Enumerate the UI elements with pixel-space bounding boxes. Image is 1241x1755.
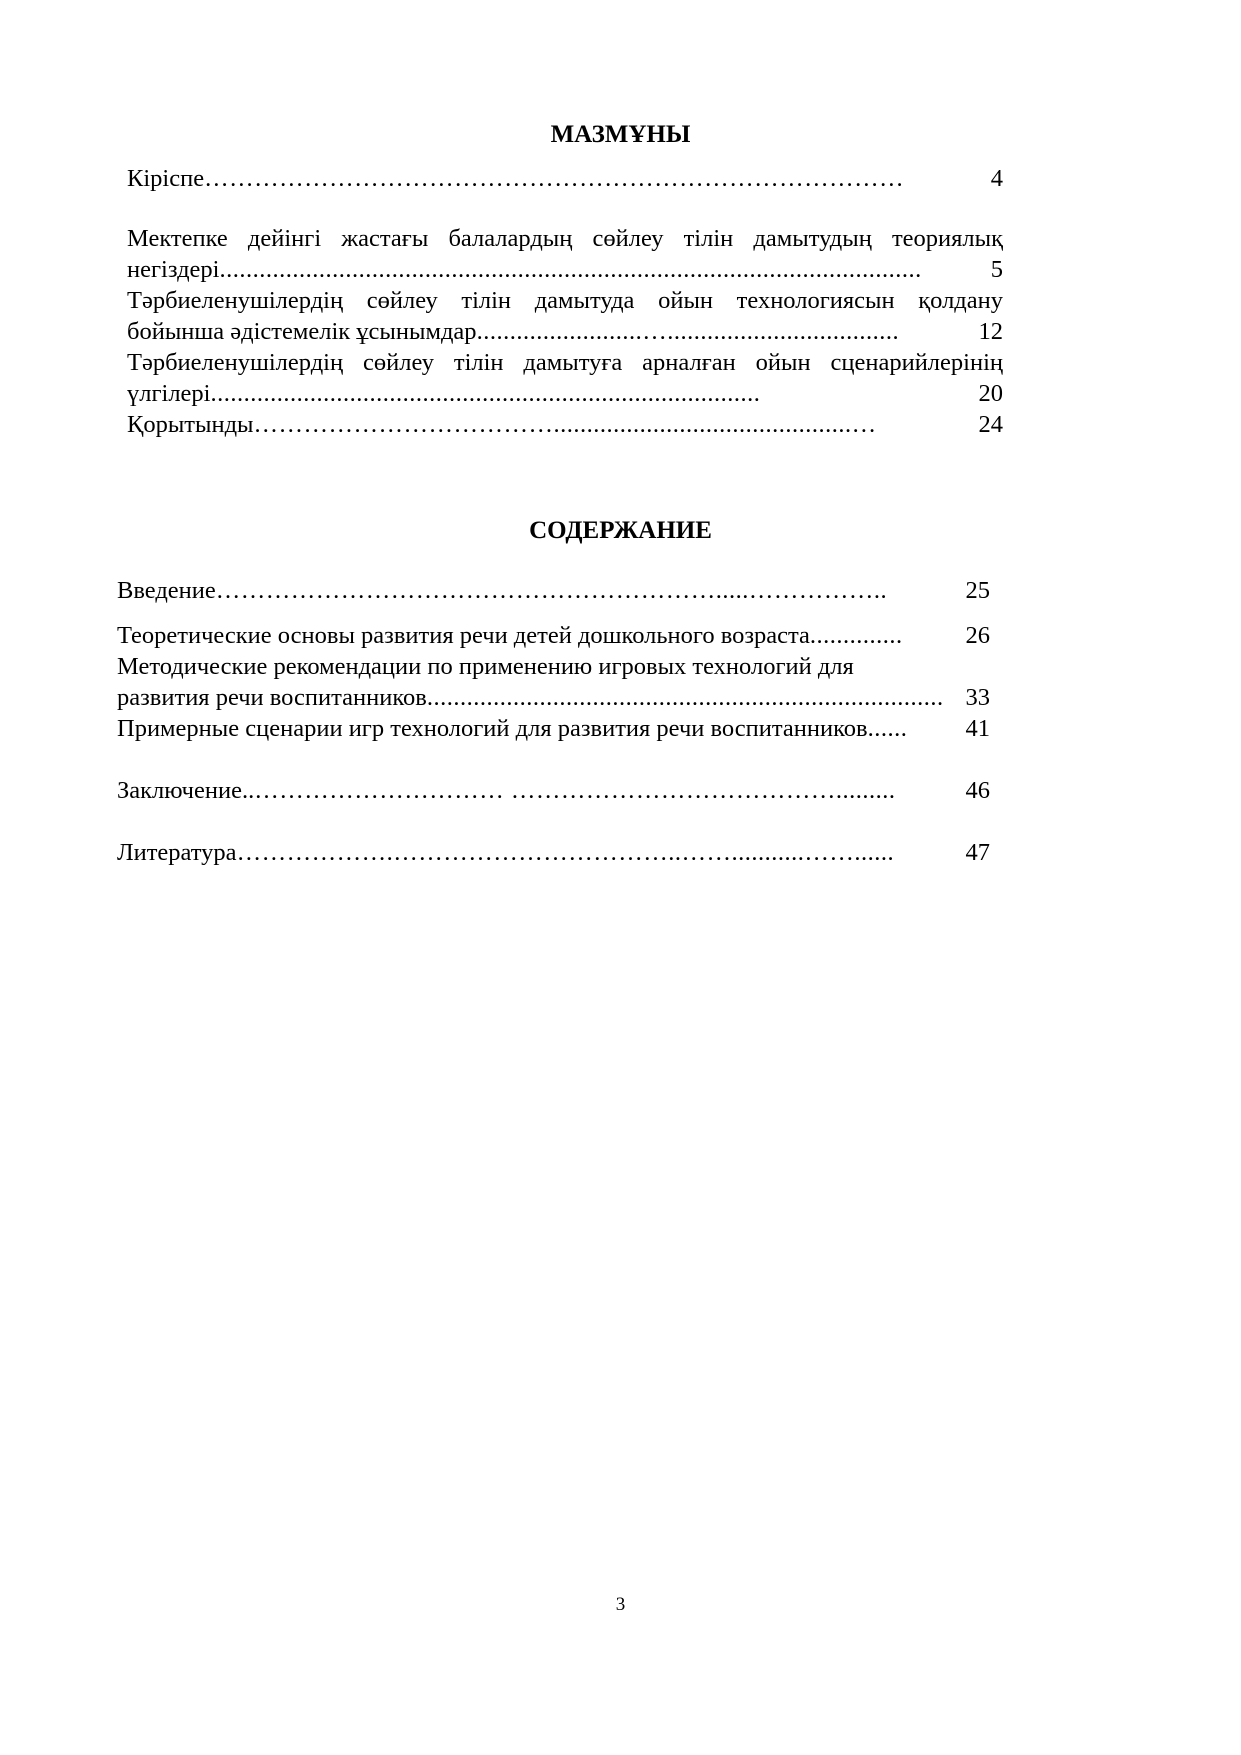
toc-entry-page: 4 [990, 165, 1003, 192]
toc-entry-leader: .........................…................................... [476, 318, 900, 345]
toc-entry-page: 33 [965, 684, 990, 711]
toc-entry-label: Кіріспе [127, 165, 205, 192]
russian-toc-title: СОДЕРЖАНИЕ [529, 517, 712, 544]
toc-entry-leader: …………………………………………………….....…………….. [215, 577, 888, 604]
toc-entry-label: Введение [117, 577, 216, 604]
toc-entry-leader: .......................................................................................................... [219, 256, 922, 283]
kazakh-toc-title: МАЗМҰНЫ [550, 121, 691, 148]
toc-entry-ru-scenarios[interactable] [117, 713, 990, 744]
toc-entry-ru-theory[interactable] [117, 620, 990, 651]
toc-entry-leader: .............................................................................. [426, 684, 944, 711]
toc-entry-page: 24 [978, 411, 1003, 438]
toc-entry-label: Теоретические основы развития речи детей дошкольного возраста [117, 622, 810, 649]
toc-entry-label: Литература [117, 839, 237, 866]
toc-entry-page: 47 [965, 839, 990, 866]
toc-entry-page: 20 [978, 380, 1003, 407]
toc-entry-label: үлгілері [127, 380, 211, 407]
page-number: 3 [615, 1594, 626, 1615]
toc-entry-leader: ...... [867, 715, 908, 742]
toc-entry-ru-methods[interactable] [117, 651, 990, 713]
toc-entry-ru-introduction[interactable] [117, 575, 990, 606]
toc-entry-label: Примерные сценарии игр технологий для развития речи воспитанников [117, 715, 868, 742]
toc-entry-page: 12 [978, 318, 1003, 345]
toc-entry-label: развития речи воспитанников [117, 684, 427, 711]
kazakh-toc [127, 163, 1003, 440]
toc-entry-leader: ………………………… …………………………………......... [254, 777, 896, 804]
toc-entry-ru-literature[interactable] [117, 837, 990, 868]
toc-entry-label: негіздері [127, 256, 220, 283]
toc-entry-kz-conclusion[interactable] [127, 409, 1003, 440]
toc-entry-leader: ................................................................................... [210, 380, 761, 407]
toc-entry-page: 26 [965, 622, 990, 649]
toc-entry-label-line: Мектепке дейінгі жастағы балалардың сөйлеу тілін дамытудың теориялық [127, 225, 1003, 252]
toc-entry-label-line: Тәрбиеленушілердің сөйлеу тілін дамытуға арналған ойын сценарийлерінің [127, 349, 1003, 376]
toc-entry-page: 41 [965, 715, 990, 742]
toc-entry-kz-methods[interactable] [127, 285, 1003, 347]
toc-entry-leader: ……………….……………………………..……...........……...... [236, 839, 895, 866]
toc-entry-page: 46 [965, 777, 990, 804]
toc-entry-label-line: Тәрбиеленушілердің сөйлеу тілін дамытуда ойын технологиясын қолдану [127, 287, 1003, 314]
toc-entry-label: бойынша әдістемелік ұсынымдар [127, 318, 477, 345]
toc-entry-label: Заключение.. [117, 777, 255, 804]
toc-entry-page: 25 [965, 577, 990, 604]
toc-entry-label: Қорытынды [127, 411, 254, 438]
toc-entry-kz-introduction[interactable] [127, 163, 1003, 194]
toc-entry-leader: ……………………………….............................................… [253, 411, 877, 438]
toc-entry-page: 5 [990, 256, 1003, 283]
toc-entry-label-line: Методические рекомендации по применению игровых технологий для [117, 653, 854, 680]
toc-entry-leader: ………………………………………………………………………… [204, 165, 905, 192]
toc-entry-ru-conclusion[interactable] [117, 775, 990, 806]
russian-toc [117, 575, 990, 868]
toc-entry-kz-scenarios[interactable] [127, 347, 1003, 409]
toc-entry-leader: .............. [809, 622, 903, 649]
toc-entry-kz-theory[interactable] [127, 223, 1003, 285]
